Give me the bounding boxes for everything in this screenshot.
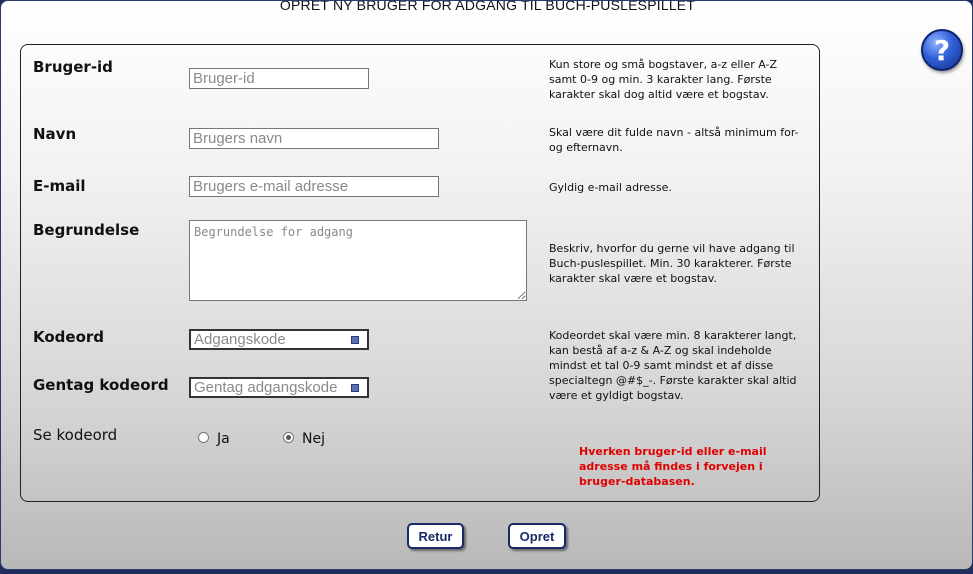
userid-hint: Kun store og små bogstaver, a-z eller A-Z samt 0-9 og min. 3 karakter lang. Første karakter skal dog altid være et bogstav. <box>549 58 778 101</box>
name-input[interactable] <box>189 128 439 149</box>
email-input[interactable] <box>189 176 439 197</box>
userid-input[interactable] <box>189 68 369 89</box>
name-hint: Skal være dit fulde navn - altså minimum for- og efternavn. <box>549 126 799 154</box>
password-repeat-label: Gentag kodeord <box>33 376 169 394</box>
userid-label: Bruger-id <box>33 58 113 76</box>
password-repeat-input[interactable] <box>189 377 369 398</box>
help-icon[interactable]: ? <box>921 29 963 71</box>
back-button[interactable]: Retur <box>407 523 464 549</box>
uniqueness-warning: Hverken bruger-id eller e-mail adresse må findes i forvejen i bruger-databasen. <box>579 445 767 488</box>
password-repeat-manager-icon[interactable] <box>351 384 359 392</box>
reason-hint: Beskriv, hvorfor du gerne vil have adgang til Buch-puslespillet. Min. 30 karakterer. Første karakter skal være et bogstav. <box>549 242 795 285</box>
password-hint: Kodeordet skal være min. 8 karakterer langt, kan bestå af a-z & A-Z og skal indeholde mindst et tal 0-9 samt mindst et af disse specialtegn @#$_-. Første karakter skal altid være et gyldigt bogstav. <box>549 329 797 402</box>
show-password-yes-label[interactable]: Ja <box>217 431 230 447</box>
name-label: Navn <box>33 125 77 143</box>
show-password-yes-radio[interactable] <box>198 432 209 443</box>
email-hint: Gyldig e-mail adresse. <box>549 181 672 194</box>
password-input[interactable] <box>189 329 369 350</box>
password-manager-icon[interactable] <box>351 336 359 344</box>
show-password-no-radio[interactable] <box>283 432 294 443</box>
email-label: E-mail <box>33 177 86 195</box>
password-label: Kodeord <box>33 328 105 346</box>
show-password-label: Se kodeord <box>33 426 118 444</box>
show-password-no-label[interactable]: Nej <box>302 431 325 447</box>
reason-label: Begrundelse <box>33 221 140 239</box>
create-button[interactable]: Opret <box>508 523 566 549</box>
dialog-title: OPRET NY BRUGER FOR ADGANG TIL BUCH-PUSLESPILLET <box>279 0 696 13</box>
reason-textarea[interactable] <box>189 220 527 301</box>
